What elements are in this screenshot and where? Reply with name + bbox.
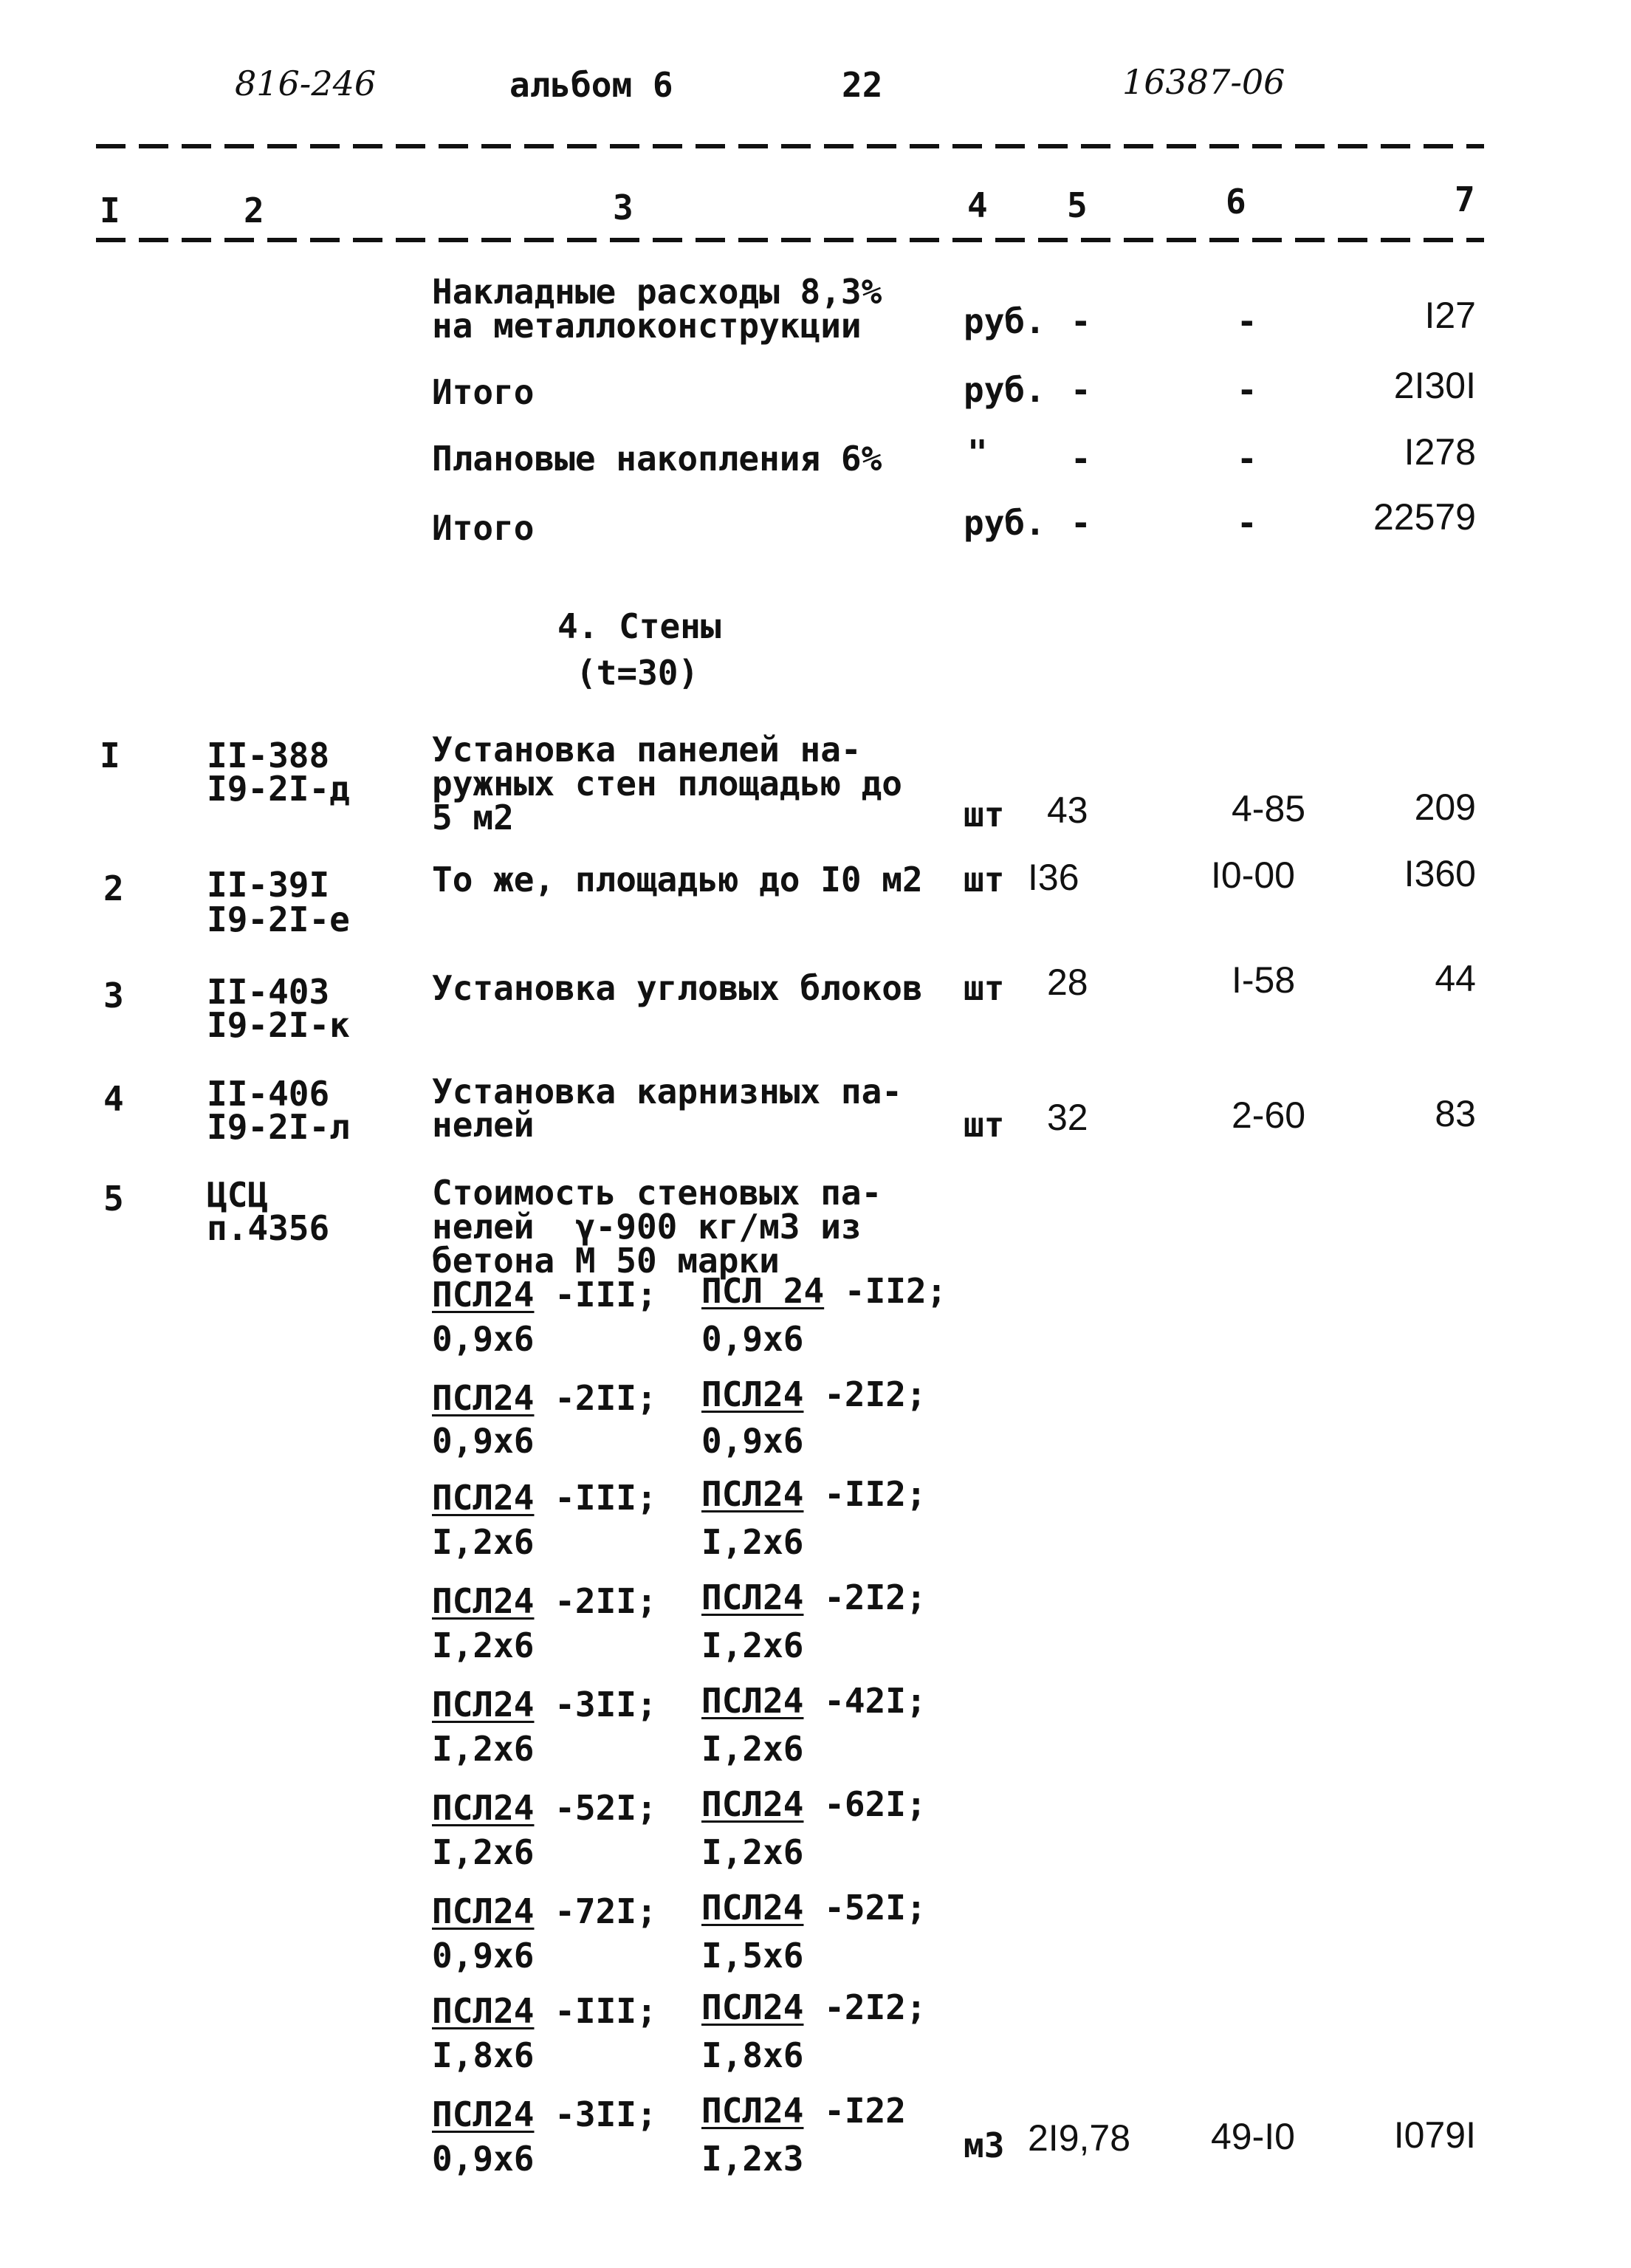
panel-row-6-left-size: I,2х6 <box>432 1832 535 1872</box>
column-header-6: 6 <box>1226 182 1246 222</box>
panel-row-9-left <box>432 2094 657 2134</box>
panel-row-8-right <box>701 1987 927 2027</box>
panel-row-8-right-size: I,8х6 <box>701 2035 804 2075</box>
panel-row-7-left-code: -72I; <box>554 1891 657 1931</box>
item-5-qty: 2I9,78 <box>1028 2117 1131 2159</box>
summary-planned-price: - <box>1237 439 1257 479</box>
item-3-price: I-58 <box>1232 959 1296 1001</box>
item-5-price: 49-I0 <box>1211 2116 1295 2157</box>
panel-row-6-right <box>701 1784 927 1824</box>
item-4-total: 83 <box>1435 1093 1476 1134</box>
panel-row-3-right-size: I,2х6 <box>701 1522 804 1562</box>
panel-row-2-left-code: -2II; <box>554 1378 657 1418</box>
summary-total-2-value: 22579 <box>1373 496 1476 538</box>
panel-row-5-right-size: I,2х6 <box>701 1729 804 1769</box>
summary-overhead-total: I27 <box>1424 295 1476 336</box>
summary-planned-qty: - <box>1071 439 1091 479</box>
panel-row-2-left <box>432 1378 657 1418</box>
panel-row-2-right-code: -2I2; <box>824 1374 927 1414</box>
summary-overhead-unit: руб. <box>964 301 1045 341</box>
panel-row-6-right-size: I,2х6 <box>701 1832 804 1872</box>
summary-total-2-desc: Итого <box>432 508 535 548</box>
item-4-number: 4 <box>103 1079 124 1119</box>
item-1-desc-1: Установка панелей на- <box>432 730 862 770</box>
panel-row-2-left-size: 0,9х6 <box>432 1421 535 1461</box>
item-1-desc-3: 5 м2 <box>432 798 514 837</box>
panel-row-3-left <box>432 1478 657 1518</box>
panel-row-4-left-size: I,2х6 <box>432 1625 535 1665</box>
item-4-unit: шт <box>964 1105 1005 1145</box>
item-1-total: 209 <box>1414 787 1476 828</box>
panel-row-1-right-code: -II2; <box>844 1271 947 1311</box>
panel-row-5-right-code: -42I; <box>824 1681 927 1721</box>
summary-planned-desc: Плановые накопления 6% <box>432 439 882 479</box>
panel-row-1-left-size: 0,9х6 <box>432 1319 535 1359</box>
item-3-number: 3 <box>103 976 124 1015</box>
panel-row-1-left <box>432 1275 657 1315</box>
summary-planned-total: I278 <box>1404 431 1476 473</box>
summary-total-1-qty: - <box>1071 370 1091 410</box>
panel-row-5-left-size: I,2х6 <box>432 1729 535 1769</box>
panel-row-6-left-code: -52I; <box>554 1788 657 1828</box>
panel-row-4-right-code: -2I2; <box>824 1577 927 1617</box>
panel-row-2-right-name: ПСЛ24 <box>701 1374 804 1414</box>
summary-planned-unit: " <box>967 433 988 473</box>
column-header-7: 7 <box>1455 179 1475 219</box>
header-album: альбом 6 <box>509 65 673 105</box>
item-5-number: 5 <box>103 1179 124 1219</box>
item-3-code-2: I9-2I-к <box>207 1005 350 1045</box>
panel-row-9-right <box>701 2091 906 2131</box>
summary-overhead-qty: - <box>1071 301 1091 341</box>
item-5-code-2: п.4356 <box>207 1208 330 1248</box>
panel-row-2-right <box>701 1374 927 1414</box>
item-2-unit: шт <box>964 860 1005 900</box>
panel-row-2-left-name: ПСЛ24 <box>432 1378 535 1418</box>
summary-overhead-desc-2: на металлоконструкции <box>432 306 862 346</box>
header-divider <box>96 238 1484 242</box>
item-1-price: 4-85 <box>1232 788 1306 829</box>
item-1-qty: 43 <box>1047 789 1088 831</box>
header-doc-number: 16387-06 <box>1122 62 1285 102</box>
summary-total-2-qty: - <box>1071 503 1091 543</box>
item-4-desc-1: Установка карнизных па- <box>432 1072 902 1111</box>
panel-row-5-left-name: ПСЛ24 <box>432 1685 535 1724</box>
item-2-price: I0-00 <box>1211 854 1295 896</box>
item-5-desc-3: бетона М 50 марки <box>432 1241 780 1281</box>
panel-row-1-right-size: 0,9х6 <box>701 1319 804 1359</box>
item-2-code-2: I9-2I-е <box>207 900 350 939</box>
panel-row-4-left <box>432 1581 657 1621</box>
panel-row-3-left-size: I,2х6 <box>432 1522 535 1562</box>
header-code: 816-246 <box>235 64 377 103</box>
item-1-unit: шт <box>964 795 1005 835</box>
summary-total-1-desc: Итого <box>432 372 535 412</box>
panel-row-5-left <box>432 1685 657 1724</box>
panel-row-4-right <box>701 1577 927 1617</box>
item-5-desc-1: Стоимость стеновых па- <box>432 1173 882 1213</box>
panel-row-4-left-code: -2II; <box>554 1581 657 1621</box>
column-header-3: 3 <box>613 188 633 227</box>
panel-row-9-left-code: -3II; <box>554 2094 657 2134</box>
panel-row-6-right-code: -62I; <box>824 1784 927 1824</box>
item-4-code-2: I9-2I-л <box>207 1107 350 1147</box>
panel-row-3-right-name: ПСЛ24 <box>701 1474 804 1514</box>
panel-row-1-left-name: ПСЛ24 <box>432 1275 535 1315</box>
item-2-qty: I36 <box>1028 857 1079 898</box>
panel-row-8-left-size: I,8х6 <box>432 2035 535 2075</box>
item-3-code-1: II-403 <box>207 972 330 1012</box>
item-1-code-1: II-388 <box>207 736 330 775</box>
panel-row-3-left-name: ПСЛ24 <box>432 1478 535 1518</box>
panel-row-7-right-code: -52I; <box>824 1888 927 1928</box>
column-header-1: I <box>100 191 120 230</box>
panel-row-6-right-name: ПСЛ24 <box>701 1784 804 1824</box>
section-title: 4. Стены <box>557 606 721 646</box>
panel-row-5-right <box>701 1681 927 1721</box>
panel-row-4-right-name: ПСЛ24 <box>701 1577 804 1617</box>
item-2-code-1: II-39I <box>207 865 330 905</box>
column-header-4: 4 <box>967 185 988 225</box>
panel-row-3-left-code: -III; <box>554 1478 657 1518</box>
panel-row-5-left-code: -3II; <box>554 1685 657 1724</box>
panel-row-8-left-code: -III; <box>554 1991 657 2031</box>
summary-total-1-unit: руб. <box>964 370 1045 410</box>
panel-row-7-right-name: ПСЛ24 <box>701 1888 804 1928</box>
item-3-desc-1: Установка угловых блоков <box>432 968 923 1008</box>
item-5-code-1: ЦСЦ <box>207 1175 269 1215</box>
panel-row-2-right-size: 0,9х6 <box>701 1421 804 1461</box>
panel-row-8-right-code: -2I2; <box>824 1987 927 2027</box>
item-3-total: 44 <box>1435 958 1476 999</box>
panel-row-7-left <box>432 1891 657 1931</box>
panel-row-5-right-name: ПСЛ24 <box>701 1681 804 1721</box>
panel-row-7-right-size: I,5х6 <box>701 1936 804 1976</box>
panel-row-1-right <box>701 1271 947 1311</box>
panel-row-8-right-name: ПСЛ24 <box>701 1987 804 2027</box>
panel-row-8-left <box>432 1991 657 2031</box>
summary-total-2-price: - <box>1237 503 1257 543</box>
panel-row-4-left-name: ПСЛ24 <box>432 1581 535 1621</box>
item-5-unit: м3 <box>964 2125 1005 2165</box>
item-4-code-1: II-406 <box>207 1074 330 1114</box>
item-2-desc-1: То же, площадью до I0 м2 <box>432 860 923 900</box>
panel-row-9-right-size: I,2х3 <box>701 2139 804 2179</box>
summary-total-2-unit: руб. <box>964 503 1045 543</box>
item-2-number: 2 <box>103 869 124 908</box>
panel-row-7-right <box>701 1888 927 1928</box>
item-2-total: I360 <box>1404 853 1476 894</box>
item-1-code-2: I9-2I-д <box>207 769 350 809</box>
header-page: 22 <box>842 65 883 105</box>
panel-row-3-right-code: -II2; <box>824 1474 927 1514</box>
section-subtitle: (t=30) <box>576 653 699 693</box>
column-header-2: 2 <box>244 191 264 230</box>
item-3-qty: 28 <box>1047 962 1088 1003</box>
item-4-price: 2-60 <box>1232 1094 1306 1136</box>
item-3-unit: шт <box>964 968 1005 1008</box>
summary-overhead-desc-1: Накладные расходы 8,3% <box>432 272 882 312</box>
panel-row-9-right-name: ПСЛ24 <box>701 2091 804 2131</box>
item-5-total: I079I <box>1393 2114 1476 2156</box>
panel-row-7-left-size: 0,9х6 <box>432 1936 535 1976</box>
item-5-desc-2: нелей γ-900 кг/м3 из <box>432 1207 862 1247</box>
panel-row-1-left-code: -III; <box>554 1275 657 1315</box>
item-1-desc-2: ружных стен площадью до <box>432 764 902 804</box>
panel-row-9-left-name: ПСЛ24 <box>432 2094 535 2134</box>
panel-row-7-left-name: ПСЛ24 <box>432 1891 535 1931</box>
item-4-qty: 32 <box>1047 1097 1088 1138</box>
panel-row-6-left <box>432 1788 657 1828</box>
summary-total-1-price: - <box>1237 370 1257 410</box>
panel-row-6-left-name: ПСЛ24 <box>432 1788 535 1828</box>
summary-total-1-value: 2I30I <box>1393 365 1476 406</box>
item-1-number: I <box>100 736 120 775</box>
panel-row-1-right-name: ПСЛ 24 <box>701 1271 825 1311</box>
panel-row-9-left-size: 0,9х6 <box>432 2139 535 2179</box>
panel-row-4-right-size: I,2х6 <box>701 1625 804 1665</box>
top-divider <box>96 144 1484 148</box>
panel-row-3-right <box>701 1474 927 1514</box>
panel-row-9-right-code: -I22 <box>824 2091 906 2131</box>
panel-row-8-left-name: ПСЛ24 <box>432 1991 535 2031</box>
summary-overhead-price: - <box>1237 301 1257 341</box>
column-header-5: 5 <box>1067 185 1088 225</box>
item-4-desc-2: нелей <box>432 1105 535 1145</box>
